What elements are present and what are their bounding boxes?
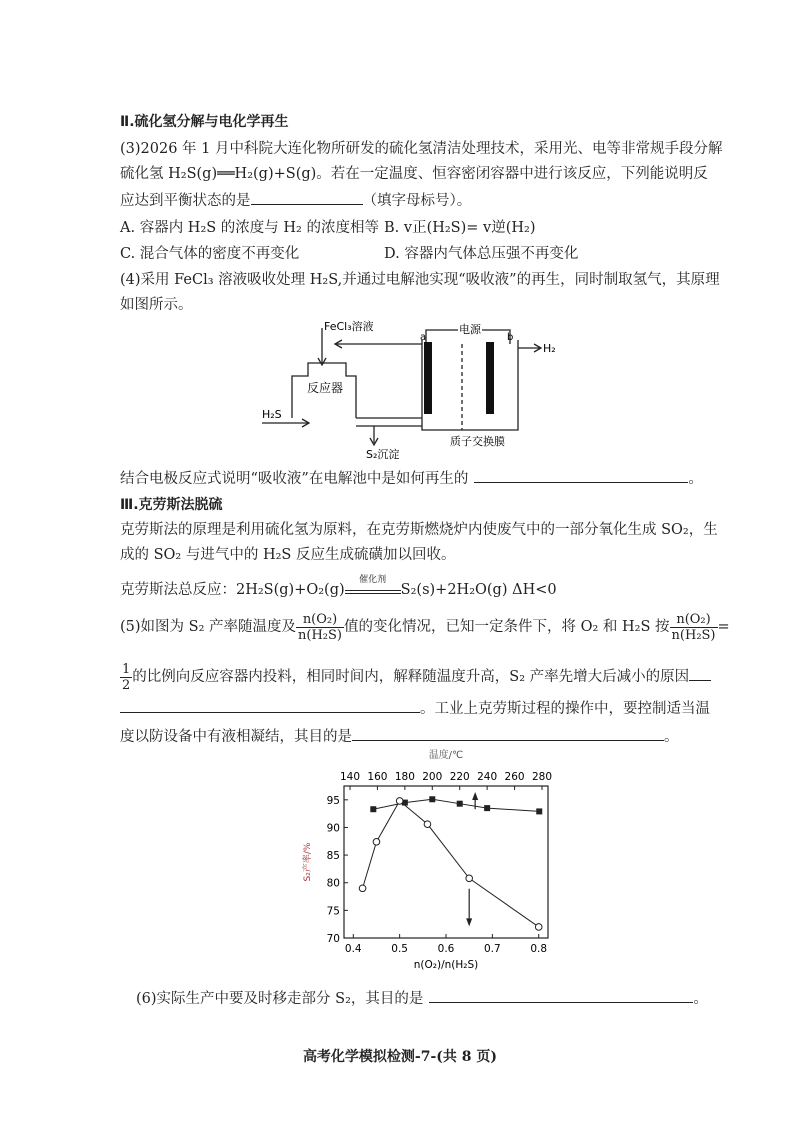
paragraph-text: 克劳斯法的原理是利用硫化氢为原料，在克劳斯燃烧炉内使废气中的一部分氧化生成 SO₂，生	[120, 522, 718, 538]
up-arrow-head	[472, 792, 478, 800]
x-tick-label: 0.5	[391, 943, 408, 955]
y-tick-label: 85	[326, 850, 340, 863]
paragraph-text: 成的 SO₂ 与进气中的 H₂S 反应生成硫磺加以回收。	[120, 547, 456, 563]
question-text	[120, 698, 710, 719]
y-axis-title: S₂产率/%	[303, 842, 313, 882]
electrolytic-cell	[422, 340, 518, 430]
question-text: 度以防设备中有液相凝结，其目的是	[120, 729, 352, 745]
power-wire	[426, 330, 458, 344]
x-tick-label: 0.4	[344, 943, 362, 955]
temperature-point	[370, 806, 376, 812]
h2-label: H₂	[543, 342, 556, 355]
temperature-point	[457, 801, 463, 807]
x-tick-label: 0.7	[484, 943, 501, 955]
x-tick-label: 0.8	[530, 943, 548, 955]
power-label: 电源	[459, 323, 481, 336]
fraction-numerator: 1	[122, 661, 131, 677]
answer-blank[interactable]	[474, 468, 688, 483]
fraction-denominator: n(H₂S)	[671, 627, 716, 643]
question-text: 硫化氢 H₂S(g)══H₂(g)+S(g)。若在一定温度、恒容密闭容器中进行该反应，下列能说明反	[120, 166, 708, 182]
question-text	[120, 660, 711, 694]
fraction-denominator: 2	[122, 677, 131, 693]
top-axis-title: 温度/℃	[428, 750, 464, 761]
membrane-label: 质子交换膜	[450, 435, 505, 448]
option-b: B. v正(H₂S)= v逆(H₂)	[384, 220, 536, 236]
y-tick-label: 80	[326, 877, 340, 890]
question-text: (3)2026 年 1 月中科院大连化物所研发的硫化氢清洁处理技术，采用光、电等非常规手段分解	[120, 141, 723, 157]
question-text	[120, 468, 703, 489]
s2-precipitate-label: S₂沉淀	[366, 448, 400, 461]
top-tick-label: 260	[504, 771, 525, 783]
temperature-point	[429, 796, 435, 802]
y-tick-label: 70	[326, 933, 340, 945]
question-text	[120, 610, 730, 644]
question-text: 。	[688, 471, 703, 487]
question-text: (5)如图为 S₂ 产率随温度及	[120, 619, 297, 635]
option-d: D. 容器内气体总压强不再变化	[384, 246, 579, 262]
temperature-point	[484, 805, 490, 811]
electrolysis-diagram	[250, 318, 570, 463]
question-text: (6)实际生产中要及时移走部分 S₂，其目的是	[136, 991, 424, 1007]
power-wire	[482, 330, 510, 344]
temperature-point	[536, 808, 542, 814]
question-text: 。	[664, 729, 679, 745]
question-text: 。	[693, 991, 708, 1007]
half-fraction	[120, 662, 132, 693]
page-footer: 高考化学模拟检测-7-(共 8 页)	[302, 1049, 498, 1065]
ratio-point	[466, 875, 473, 882]
ratio-point	[359, 885, 366, 892]
fecl3-label: FeCl₃溶液	[324, 320, 374, 333]
equals-sign: =	[717, 619, 730, 635]
fraction-numerator: n(O₂)	[296, 612, 344, 628]
question-text: 值的变化情况，已知一定条件下，将 O₂ 和 H₂S 按	[344, 619, 670, 635]
electrode-a	[424, 342, 432, 414]
x-tick-label: 0.6	[437, 943, 455, 955]
ratio-point	[424, 821, 431, 828]
reaction-arrow	[345, 575, 401, 594]
top-tick-label: 280	[531, 771, 553, 783]
answer-blank[interactable]	[120, 698, 420, 713]
option-a: A. 容器内 H₂S 的浓度与 H₂ 的浓度相等	[120, 220, 379, 236]
equilibrium-sign	[345, 590, 401, 594]
top-tick-label: 200	[422, 771, 443, 783]
fraction-denominator: n(H₂S)	[298, 627, 342, 643]
question-text: 应达到平衡状态的是	[120, 193, 251, 209]
ratio-fraction	[670, 612, 718, 643]
top-tick-label: 240	[477, 771, 498, 783]
question-text: 。工业上克劳斯过程的操作中，要控制适当温	[420, 701, 710, 717]
answer-blank[interactable]	[251, 190, 363, 205]
fraction-numerator: n(O₂)	[670, 612, 718, 628]
section-heading: Ⅲ.克劳斯法脱硫	[120, 497, 223, 513]
h2s-label: H₂S	[262, 408, 282, 421]
down-arrow-head	[466, 918, 472, 926]
question-text	[120, 190, 471, 211]
electrode-b-label: b	[507, 332, 514, 343]
y-tick-label: 75	[326, 905, 340, 918]
top-tick-label: 180	[394, 771, 415, 783]
y-tick-label: 95	[326, 794, 340, 807]
question-text: (4)采用 FeCl₃ 溶液吸收处理 H₂S,并通过电解池实现“吸收液”的再生，同时制取氢气，其原理	[120, 272, 720, 288]
reaction-left: 克劳斯法总反应：2H₂S(g)+O₂(g)	[120, 582, 345, 598]
x-axis-title: n(O₂)/n(H₂S)	[413, 959, 479, 971]
question-text: 结合电极反应式说明“吸收液”在电解池中是如何再生的	[120, 471, 469, 487]
ratio-fraction	[296, 612, 344, 643]
total-reaction	[120, 575, 557, 600]
electrode-a-label: a	[420, 332, 427, 343]
y-tick-label: 90	[326, 822, 340, 835]
catalyst-label: 催化剂	[359, 575, 387, 585]
question-text	[136, 988, 708, 1009]
answer-blank[interactable]	[352, 726, 664, 741]
reactor-label: 反应器	[307, 381, 344, 395]
top-tick-label: 220	[449, 771, 470, 783]
question-text: 如图所示。	[120, 297, 193, 313]
series-line	[363, 801, 539, 927]
ratio-point	[535, 924, 542, 931]
electrode-b	[486, 342, 494, 414]
ratio-point	[396, 798, 403, 805]
ratio-point	[373, 839, 380, 846]
answer-blank[interactable]	[429, 988, 693, 1003]
question-text: （填字母标号）。	[362, 193, 472, 209]
top-tick-label: 160	[367, 771, 388, 783]
answer-blank[interactable]	[689, 666, 711, 681]
s2-yield-chart	[300, 748, 560, 978]
question-text	[120, 726, 679, 747]
reaction-right: S₂(s)+2H₂O(g) ΔH<0	[400, 582, 557, 598]
option-c: C. 混合气体的密度不再变化	[120, 246, 300, 262]
question-text: 的比例向反应容器内投料，相同时间内，解释随温度升高，S₂ 产率先增大后减小的原因	[132, 669, 690, 685]
top-tick-label: 140	[339, 771, 361, 783]
section-heading: Ⅱ.硫化氢分解与电化学再生	[120, 114, 289, 130]
